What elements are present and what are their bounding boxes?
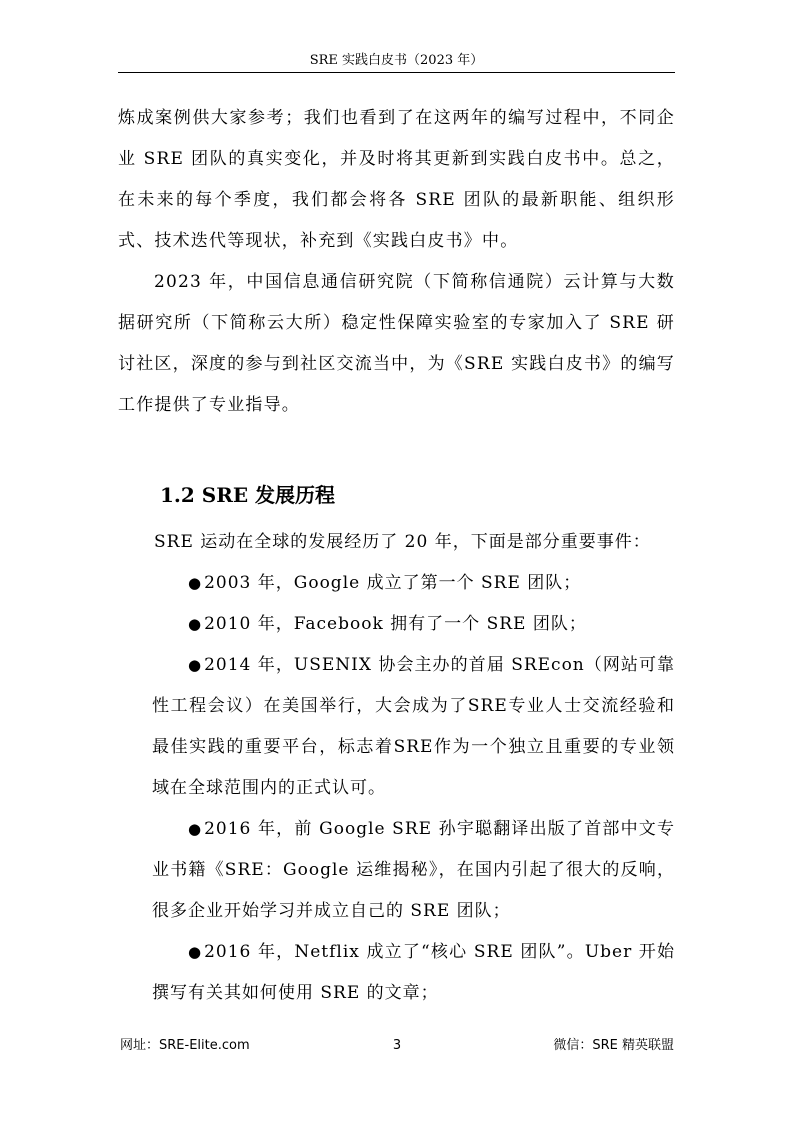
page-header: SRE 实践白皮书（2023 年）	[309, 53, 484, 68]
bullet-icon: ●	[188, 615, 203, 633]
event-item-2003	[152, 563, 675, 604]
event-text: 2010 年，Facebook 拥有了一个 SRE 团队；	[204, 614, 587, 634]
event-item-2016-book	[152, 809, 675, 932]
header-divider	[118, 72, 675, 73]
event-item-2016-netflix	[152, 932, 675, 1014]
event-text: 2014 年，USENIX 协会主办的首届 SREcon（网站可靠性工程会议）在美国举行，大会成为了SRE专业人士交流经验和最佳实践的重要平台，标志着SRE作为一个独立且重要的专业领域在全球范围内的正式认可。	[152, 655, 675, 798]
bullet-icon: ●	[188, 820, 203, 838]
event-text: 2003 年，Google 成立了第一个 SRE 团队；	[204, 573, 582, 593]
footer-website: 网址：SRE-Elite.com	[120, 1038, 250, 1053]
event-text: 2016 年，前 Google SRE 孙宇聪翻译出版了首部中文专业书籍《SRE：Google 运维揭秘》，在国内引起了很大的反响，很多企业开始学习并成立自己的 SRE 团队；	[152, 819, 675, 921]
page-number: 3	[392, 1038, 402, 1053]
event-item-2014	[152, 645, 675, 809]
event-text: 2016 年，Netflix 成立了“核心 SRE 团队”。Uber 开始撰写有关其如何使用 SRE 的文章；	[152, 942, 675, 1003]
body-paragraph-continued: 炼成案例供大家参考；我们也看到了在这两年的编写过程中，不同企业 SRE 团队的真实变化，并及时将其更新到实践白皮书中。总之，在未来的每个季度，我们都会将各 SRE 团队的最新职能、组织形式、技术迭代等现状，补充到《实践白皮书》中。	[118, 108, 675, 251]
footer-wechat: 微信：SRE 精英联盟	[553, 1038, 674, 1053]
bullet-icon: ●	[188, 574, 203, 592]
event-item-2010	[152, 604, 675, 645]
body-paragraph-caict: 2023 年，中国信息通信研究院（下简称信通院）云计算与大数据研究所（下简称云大所）稳定性保障实验室的专家加入了 SRE 研讨社区，深度的参与到社区交流当中，为《SRE 实践白皮书》的编写工作提供了专业指导。	[118, 272, 675, 415]
section-heading: 1.2 SRE 发展历程	[160, 483, 336, 507]
bullet-icon: ●	[188, 943, 203, 961]
section-intro: SRE 运动在全球的发展经历了 20 年，下面是部分重要事件：	[154, 532, 651, 552]
bullet-icon: ●	[188, 656, 203, 674]
